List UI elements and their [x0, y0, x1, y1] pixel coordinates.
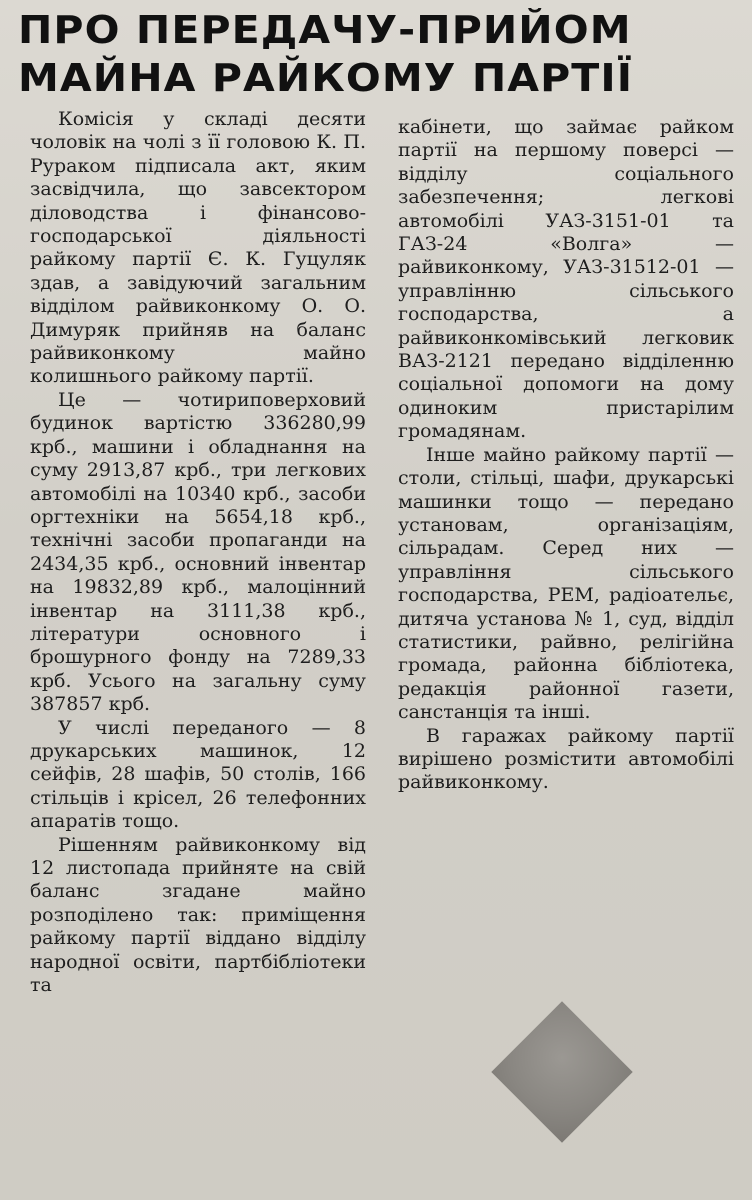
paragraph-garages: В гаражах райкому партії вирішено розмістити автомобілі райвиконкому.: [398, 724, 734, 794]
paragraph-other-property: Інше майно райкому партії — столи, стільці, шафи, друкарські машинки тощо — передано установам, організаціям, сільрадам. Серед них — управління сільського господарства, РЕМ, радіоательє, дитяча установа № 1, суд, відділ статистики, райвно, релігійна громада, районна бібліотека, редакція районної газети, санстанція та інші.: [398, 443, 734, 724]
headline-line-2: МАЙНА РАЙКОМУ ПАРТІЇ: [18, 56, 634, 100]
headline-line-1: ПРО ПЕРЕДАЧУ-ПРИЙОМ: [18, 8, 632, 52]
paragraph-building-value: Це — чотириповерховий будинок вартістю 336280,99 крб., машини і обладнання на суму 2913,87 крб., три легкових автомобілі на 10340 крб., засоби оргтехніки на 5654,18 крб., технічні засоби пропаганди на 2434,35 крб., основний інвентар на 19832,89 крб., малоцінний інвентар на 3111,38 крб., літератури основного і брошурного фонду на 7289,33 крб. Усього на загальну суму 387857 крб.: [30, 388, 366, 716]
paragraph-transferred-items: У числі переданого — 8 друкарських машинок, 12 сейфів, 28 шафів, 50 столів, 166 стільців і крісел, 26 телефонних апаратів тощо.: [30, 716, 366, 833]
paragraph-commission: Комісія у складі десяти чоловік на чолі з її головою К. П. Рураком підписала акт, яким засвідчила, що завсектором діловодства і фінансово-господарської діяльності райкому партії Є. К. Гуцуляк здав, а завідуючий загальним відділом райвиконкому О. О. Димуряк прийняв на баланс райвиконкому майно колишнього райкому партії.: [30, 108, 366, 388]
right-column: [398, 116, 734, 795]
paragraph-decision: Рішенням райвиконкому від 12 листопада прийняте на свій баланс згадане майно розподілено так: приміщення райкому партії віддано відділу народної освіти, партбібліотеки та: [30, 833, 366, 997]
article-headline: [18, 6, 752, 102]
left-column: [30, 108, 366, 997]
paragraph-offices-continued: кабінети, що займає райком партії на першому поверсі — відділу соціального забезпечення; легкові автомобілі УАЗ-3151-01 та ГАЗ-24 «Волга» — райвиконкому, УАЗ-31512-01 — управлінню сільського господарства, а райвиконкомівський легковик ВАЗ-2121 передано відділенню соціальної допомоги на дому одиноким пристарілим громадянам.: [398, 116, 734, 443]
end-of-article-diamond: [491, 1001, 632, 1142]
